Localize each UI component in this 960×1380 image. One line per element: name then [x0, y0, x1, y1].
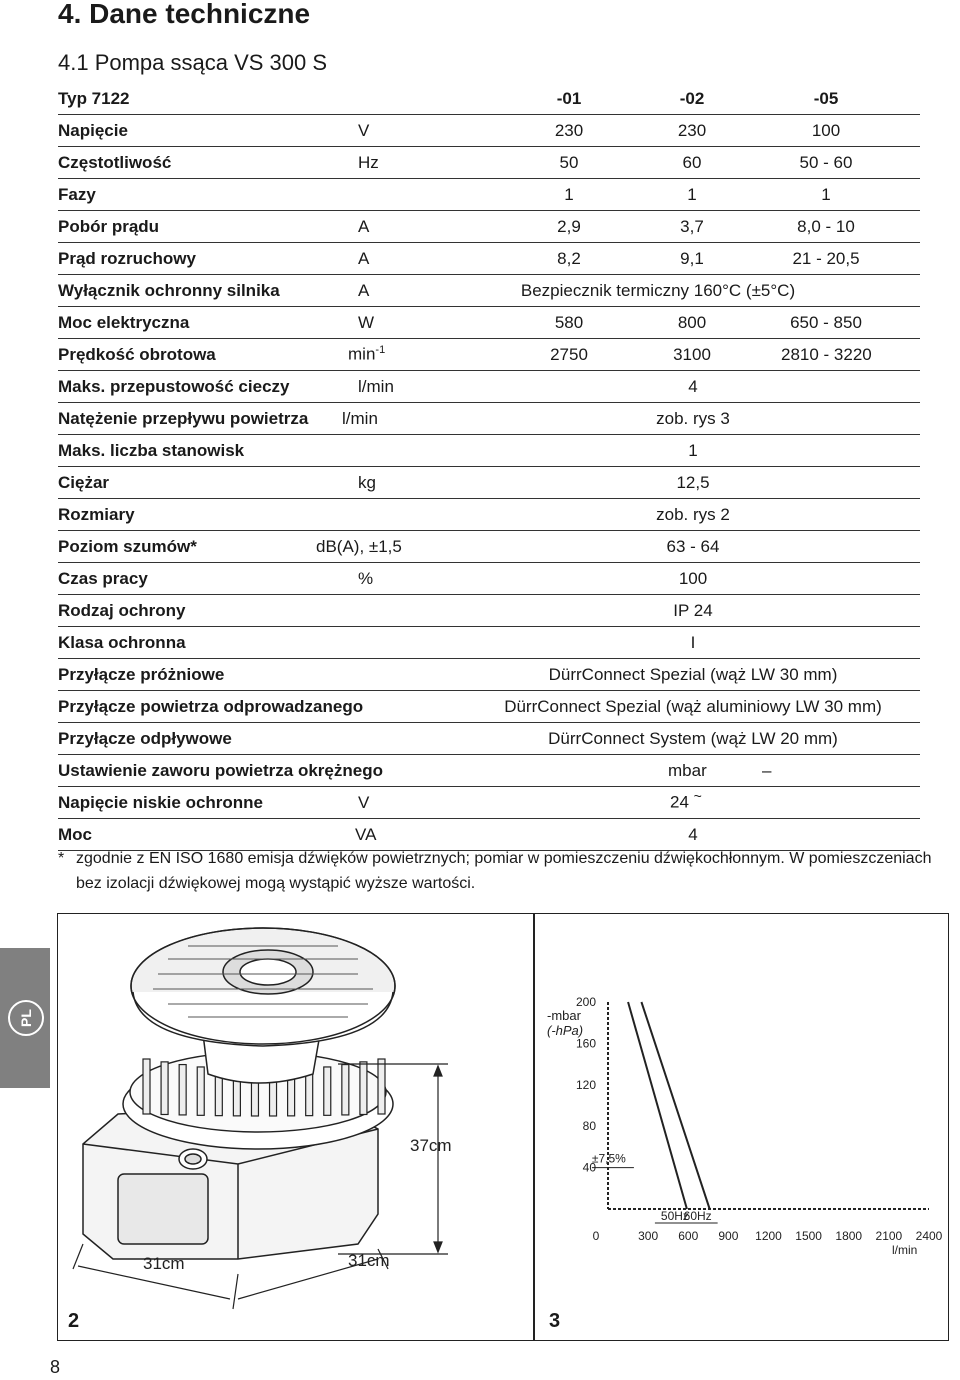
figure-number: 2: [68, 1310, 80, 1332]
page-heading: 4. Dane techniczne: [58, 0, 311, 29]
row-label: Fazy: [58, 185, 96, 204]
series-line: [628, 1002, 687, 1209]
row-unit: l/min: [358, 377, 394, 396]
table-row: [58, 243, 920, 275]
row-value: 1: [688, 441, 698, 460]
figure-2: [57, 913, 534, 1341]
row-label: Czas pracy: [58, 569, 148, 588]
row-value-05: 50 - 60: [799, 153, 853, 172]
row-value-02: 230: [677, 121, 707, 140]
table-row: [58, 755, 920, 787]
row-label: Przyłącze powietrza odprowadzanego: [58, 697, 364, 716]
row-label: Przyłącze próżniowe: [58, 665, 225, 684]
row-unit: A: [358, 281, 370, 300]
y-tick-label: 120: [575, 1077, 596, 1092]
x-tick-label: 2400: [915, 1229, 943, 1243]
row-value: 24 ~: [670, 788, 702, 812]
y-axis-label-line-1: -mbar: [547, 1008, 581, 1023]
row-value-01: 1: [564, 185, 574, 204]
table-row: [58, 627, 920, 659]
footnote-marker: *: [58, 850, 65, 867]
row-value: 4: [688, 377, 698, 396]
row-value: Bezpiecznik termiczny 160°C (±5°C): [520, 281, 796, 300]
x-tick-label: 2100: [875, 1229, 903, 1243]
variant-02: -02: [679, 89, 705, 108]
footnote: [58, 846, 938, 896]
table-row: [58, 467, 920, 499]
table-row: [58, 787, 920, 819]
table-row: [58, 147, 920, 179]
table-row: [58, 371, 920, 403]
row-label: Napięcie niskie ochronne: [58, 793, 264, 812]
width-dimension-label: 31cm: [143, 1254, 185, 1273]
cooling-fin: [197, 1067, 204, 1115]
table-row: [58, 307, 920, 339]
row-value: DürrConnect Spezial (wąż LW 30 mm): [548, 665, 838, 684]
row-value: IP 24: [673, 601, 713, 620]
cooling-fin: [342, 1065, 349, 1115]
row-label: Maks. przepustowość cieczy: [58, 377, 290, 396]
table-row: [58, 531, 920, 563]
row-value-02: 3,7: [680, 217, 704, 236]
type-label: Typ 7122: [58, 89, 130, 108]
row-label: Rozmiary: [58, 505, 135, 524]
row-value: –: [762, 761, 772, 780]
row-value: 100: [678, 569, 708, 588]
x-tick-label: 1800: [835, 1229, 863, 1243]
table-row: [58, 179, 920, 211]
x-tick-label: 0: [592, 1229, 600, 1243]
row-unit: $\min^{-1}$: [348, 344, 386, 364]
table-row: [58, 435, 920, 467]
language-badge: [8, 1000, 44, 1036]
tolerance-annotation: ±7,5%: [591, 1151, 626, 1166]
cooling-fin: [378, 1059, 385, 1114]
row-label: Maks. liczba stanowisk: [58, 441, 245, 460]
row-unit: %: [358, 569, 374, 588]
row-value-02: 9,1: [680, 249, 704, 268]
row-label: Przyłącze odpływowe: [58, 729, 232, 748]
row-unit: l/min: [342, 409, 378, 428]
row-label: Ustawienie zaworu powietrza okrężnego: [58, 761, 383, 780]
table-row: [58, 339, 920, 371]
variant-01: -01: [556, 89, 582, 108]
x-tick-label: 900: [718, 1229, 739, 1243]
row-label: Natężenie przepływu powietrza: [58, 409, 309, 428]
y-axis-label-line-2: (-hPa): [547, 1023, 584, 1038]
pump-drawing: [58, 914, 533, 1340]
row-value: 63 - 64: [666, 537, 720, 556]
row-value-05: 21 - 20,5: [792, 249, 860, 268]
row-label: Prąd rozruchowy: [58, 249, 196, 268]
row-value-05: 8,0 - 10: [797, 217, 855, 236]
row-value: 12,5: [676, 473, 710, 492]
specs-table: [58, 83, 920, 851]
row-value: zob. rys 3: [656, 409, 730, 428]
figure-3: [534, 913, 949, 1341]
flow-chart: [535, 914, 948, 1294]
row-unit: dB(A), ±1,5: [316, 537, 402, 556]
row-unit: mbar: [668, 761, 707, 780]
row-label: Prędkość obrotowa: [58, 345, 216, 364]
cooling-fin: [324, 1067, 331, 1115]
table-row: [58, 275, 920, 307]
table-row: [58, 403, 920, 435]
row-value-01: 580: [554, 313, 584, 332]
y-tick-label: 160: [575, 1036, 596, 1051]
x-tick-label: 600: [678, 1229, 699, 1243]
depth-dimension-label: 31cm: [348, 1251, 390, 1270]
section-heading: 4.1 Pompa ssąca VS 300 S: [58, 50, 328, 75]
row-value-05: 100: [811, 121, 841, 140]
row-value-02: 800: [677, 313, 707, 332]
y-tick-label: 40: [582, 1160, 596, 1175]
language-tab: [0, 948, 50, 1088]
row-label: Klasa ochronna: [58, 633, 186, 652]
row-label: Napięcie: [58, 121, 128, 140]
table-row: [58, 499, 920, 531]
row-label: Ciężar: [58, 473, 110, 492]
table-header-row: [58, 83, 920, 115]
series-label: 60Hz: [683, 1209, 712, 1223]
row-value: 4: [688, 825, 698, 844]
cooling-fin: [161, 1062, 168, 1115]
cooling-fin: [179, 1065, 186, 1115]
row-value-02: 3100: [673, 345, 711, 364]
row-label: Moc: [58, 825, 92, 844]
row-unit: Hz: [358, 153, 379, 172]
table-row: [58, 723, 920, 755]
y-tick-label: 80: [582, 1119, 596, 1134]
footnote-text: zgodnie z EN ISO 1680 emisja dźwięków powietrznych; pomiar w pomieszczeniu dźwiękochłonnym. W pomieszczeniach bez izolacji dźwiękowej mogą wystąpić wyższe wartości.: [76, 850, 932, 892]
row-value-05: 650 - 850: [790, 313, 862, 332]
row-value-01: 2,9: [557, 217, 581, 236]
row-unit: A: [358, 249, 370, 268]
row-value-02: 1: [687, 185, 697, 204]
row-value-05: 1: [821, 185, 831, 204]
table-row: [58, 659, 920, 691]
row-value-02: 60: [682, 153, 702, 172]
table-row: [58, 115, 920, 147]
row-value-01: 230: [554, 121, 584, 140]
x-tick-label: 300: [638, 1229, 659, 1243]
row-label: Pobór prądu: [58, 217, 160, 236]
row-label: Moc elektryczna: [58, 313, 190, 332]
table-row: [58, 563, 920, 595]
row-unit: kg: [358, 473, 376, 492]
series-line: [641, 1002, 709, 1209]
row-label: Częstotliwość: [58, 153, 172, 172]
x-tick-label: 1200: [755, 1229, 782, 1243]
row-label: Poziom szumów*: [58, 537, 197, 556]
figure-number: 3: [549, 1310, 561, 1332]
row-value: I: [690, 633, 696, 652]
row-value: DürrConnect Spezial (wąż aluminiowy LW 30 mm): [504, 697, 882, 716]
row-value-01: 8,2: [557, 249, 581, 268]
row-value-01: 2750: [550, 345, 588, 364]
y-tick-label: 200: [575, 995, 596, 1009]
row-unit: W: [358, 313, 375, 332]
row-value: DürrConnect System (wąż LW 20 mm): [548, 729, 838, 748]
row-unit: V: [358, 121, 370, 140]
page-number: 8: [50, 1357, 61, 1377]
variant-05: -05: [813, 89, 839, 108]
row-value: zob. rys 2: [656, 505, 730, 524]
row-label: Wyłącznik ochronny silnika: [58, 281, 280, 300]
language-code: PL: [17, 1009, 34, 1027]
row-value-01: 50: [559, 153, 579, 172]
row-unit: V: [358, 793, 370, 812]
row-value-05: 2810 - 3220: [781, 345, 872, 364]
table-row: [58, 211, 920, 243]
x-tick-label: 1500: [795, 1229, 822, 1243]
height-dimension-label: 37cm: [410, 1136, 452, 1155]
x-axis-label: l/min: [892, 1243, 918, 1257]
cooling-fin: [143, 1059, 150, 1114]
series-label: 50Hz: [660, 1209, 689, 1223]
table-row: [58, 691, 920, 723]
table-row: [58, 595, 920, 627]
cooling-fin: [360, 1062, 367, 1115]
row-unit: A: [358, 217, 370, 236]
row-unit: VA: [355, 825, 377, 844]
row-label: Rodzaj ochrony: [58, 601, 186, 620]
